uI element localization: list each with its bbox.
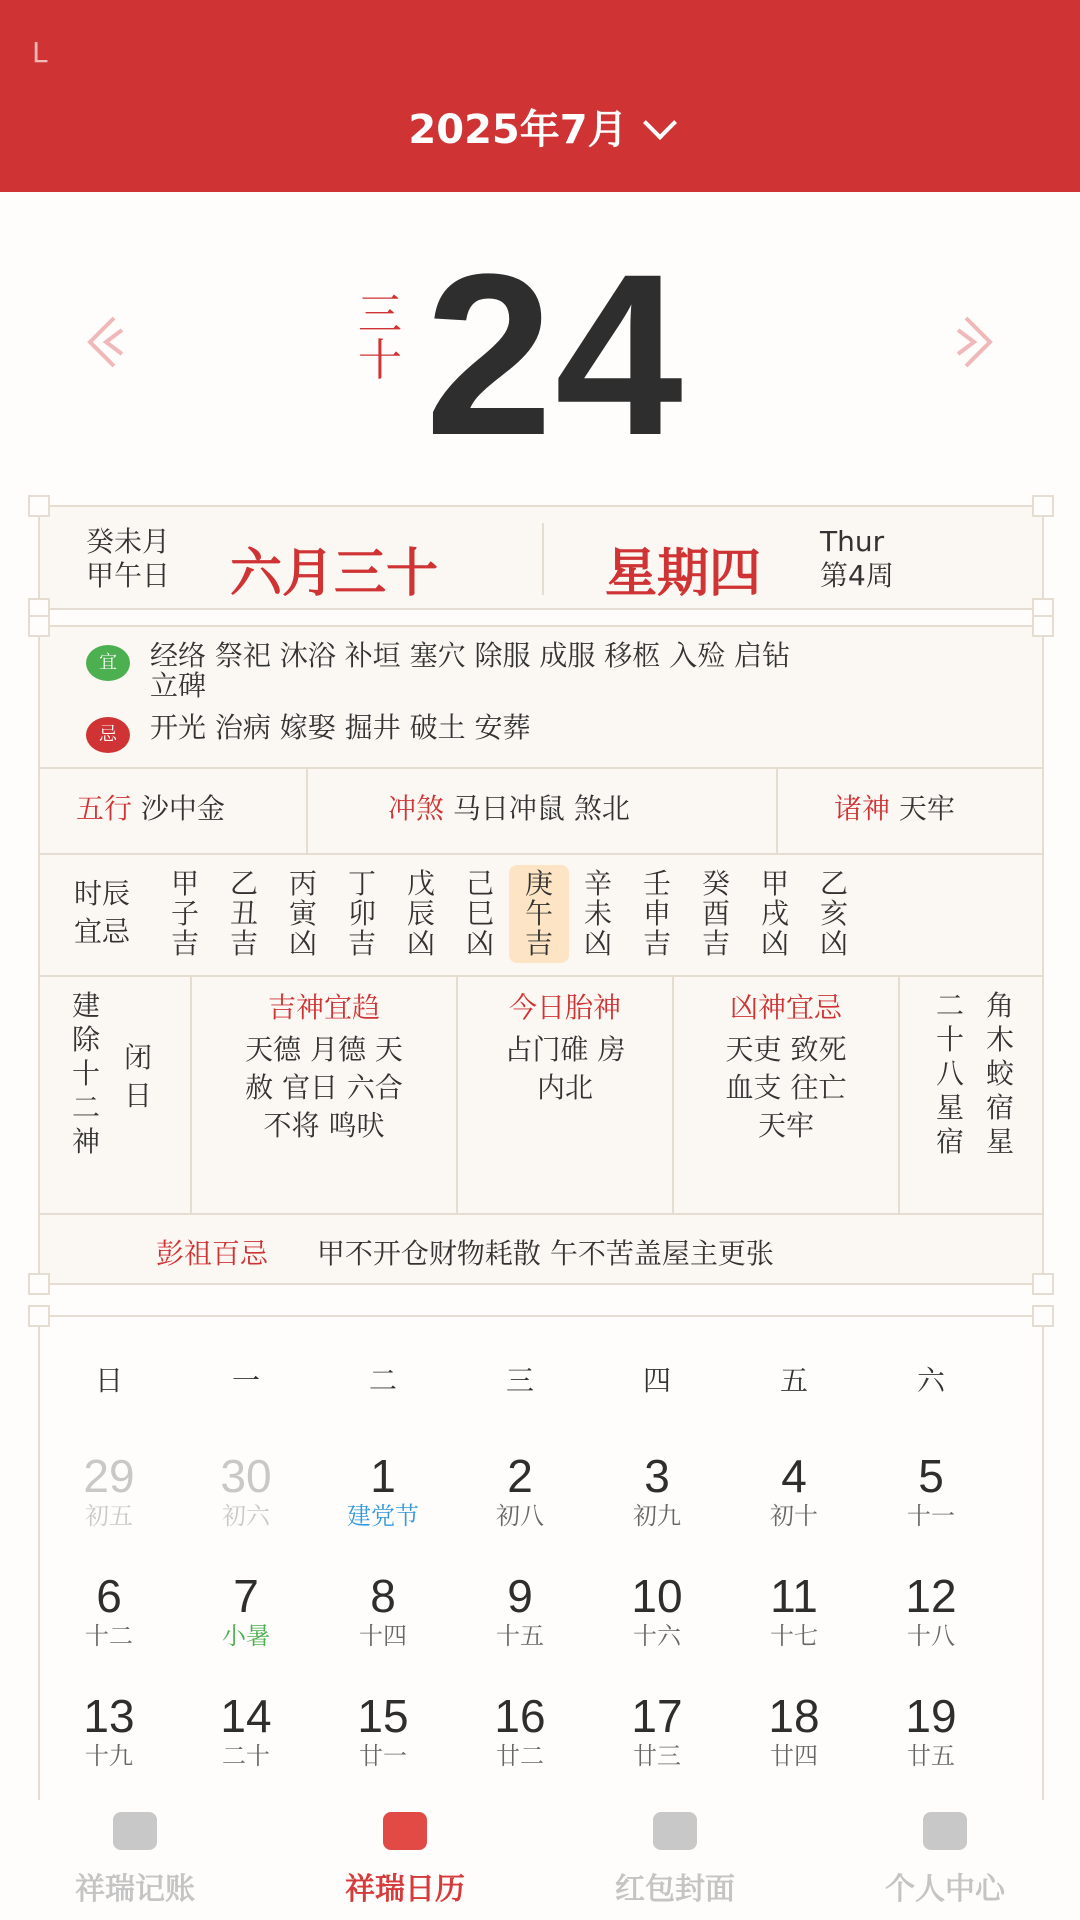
chevron-down-icon [643,106,677,140]
corner-ornament [1032,495,1054,517]
divider [40,767,1042,769]
day-number: 6 [96,1570,122,1622]
day-cell[interactable] [315,1691,451,1771]
day-cell[interactable] [41,1691,177,1771]
date-info-panel [38,505,1044,610]
weekday-header: 六 [916,1364,945,1397]
weekday-header: 日 [94,1364,123,1397]
hour-column [450,865,510,963]
nav-ledger[interactable] [0,1812,270,1908]
nav-label: 祥瑞记账 [75,1872,195,1907]
xiongshen-title: 凶神宜忌 [729,991,842,1024]
lunar-label: 初五 [85,1502,133,1530]
taishen-section [458,989,672,1107]
value-char: 角 [985,989,1014,1022]
day-cell[interactable] [315,1571,451,1651]
day-cell[interactable] [589,1571,725,1651]
ganzhi-month: 癸未月 [86,525,171,558]
lunar-label: 初九 [633,1502,681,1530]
weekday-header: 四 [642,1364,671,1397]
label-char: 十 [935,1023,964,1056]
red-packet-icon [653,1812,697,1850]
lunar-label: 十八 [907,1622,955,1650]
value-char: 宿 [985,1091,1014,1124]
week-info [820,525,894,593]
lunar-label: 初十 [770,1502,818,1530]
value-char: 蛟 [985,1057,1014,1090]
day-cell[interactable] [315,1451,451,1531]
previous-day-arrow-icon[interactable] [76,312,136,372]
ji-row [86,713,996,743]
month-selector[interactable] [0,98,1080,155]
pengzu-row [156,1232,774,1272]
hour-char: 壬 [642,867,671,900]
day-number: 30 [220,1450,272,1502]
day-number: 7 [233,1570,259,1622]
value-char: 木 [985,1023,1014,1056]
lunar-label: 十二 [85,1622,133,1650]
hour-char: 申 [642,897,671,930]
hour-char: 凶 [760,927,789,960]
xiongshen-section [674,989,898,1145]
hour-char: 未 [583,897,612,930]
nav-calendar[interactable] [270,1812,540,1908]
jishen-line: 天德 月德 天 [245,1033,403,1066]
day-cell[interactable] [589,1451,725,1531]
jianchu-value [118,1039,158,1115]
hour-char: 巳 [465,897,494,930]
hour-char: 丑 [229,897,258,930]
day-cell[interactable] [178,1691,314,1771]
hour-char: 辛 [583,867,612,900]
hero-date [0,192,1080,492]
day-number: 10 [631,1570,683,1622]
value-char: 闭 [123,1041,152,1074]
label-char: 二 [935,989,964,1022]
hour-char: 凶 [288,927,317,960]
hour-column [509,865,569,963]
corner-ornament [28,615,50,637]
day-cell[interactable] [452,1571,588,1651]
hours-label-line: 时辰 [74,877,131,910]
hours-label-line: 宜忌 [74,915,131,948]
lunar-label: 廿一 [359,1742,407,1770]
lunar-label: 廿四 [770,1742,818,1770]
label-char: 建 [71,989,100,1022]
hour-column [214,865,274,963]
lunar-label: 二十 [222,1742,270,1770]
label-char: 宿 [935,1125,964,1158]
taishen-line: 占门碓 房 [504,1033,626,1066]
lunar-day-char: 十 [358,335,402,386]
lunar-label: 初八 [496,1502,544,1530]
day-number: 19 [905,1690,957,1742]
hour-char: 午 [524,897,553,930]
corner-ornament [28,1305,50,1327]
hour-char: 戊 [406,867,435,900]
calendar-icon [383,1812,427,1850]
hour-column [745,865,805,963]
weekday-header: 三 [505,1364,534,1397]
hour-char: 吉 [524,927,553,960]
label-char: 八 [935,1057,964,1090]
jishen-title: 吉神宜趋 [267,991,380,1024]
lunar-day-vertical [350,289,410,386]
divider [776,767,778,853]
hour-char: 庚 [524,867,553,900]
hour-column [332,865,392,963]
day-number: 8 [370,1570,396,1622]
taishen-title: 今日胎神 [508,991,621,1024]
label-char: 二 [71,1091,100,1124]
xiongshen-line: 天牢 [757,1109,814,1142]
pengzu-label: 彭祖百忌 [156,1237,269,1270]
bottom-navigation [0,1800,1080,1920]
day-cell[interactable] [863,1691,999,1771]
lunar-label: 十一 [907,1502,955,1530]
day-number: 12 [905,1570,957,1622]
day-number: 11 [770,1570,818,1622]
chongsha-label: 冲煞 [388,792,445,825]
nav-label: 祥瑞日历 [345,1872,465,1907]
day-number: 18 [768,1690,820,1742]
lunar-label: 十九 [85,1742,133,1770]
hour-char: 己 [465,867,494,900]
almanac-panel [38,625,1044,1285]
jishen-section [192,989,456,1145]
day-cell[interactable] [589,1691,725,1771]
ledger-icon [113,1812,157,1850]
day-cell[interactable] [863,1571,999,1651]
lunar-label: 十六 [633,1622,681,1650]
day-number: 14 [220,1690,272,1742]
user-icon [923,1812,967,1850]
day-number: 2 [507,1450,533,1502]
yi-badge: 宜 [86,645,130,681]
day-cell[interactable] [178,1571,314,1651]
hour-char: 癸 [701,867,730,900]
xiongshen-line: 血支 往亡 [725,1071,847,1104]
ji-badge: 忌 [86,717,130,753]
corner-ornament [1032,615,1054,637]
hour-char: 吉 [347,927,376,960]
ganzhi-day: 甲午日 [86,559,171,592]
day-cell[interactable] [452,1691,588,1771]
chongsha-cell [388,787,630,827]
hour-char: 酉 [701,897,730,930]
lunar-label: 廿五 [907,1742,955,1770]
day-number: 5 [918,1450,944,1502]
zhushen-label: 诸神 [834,792,891,825]
day-cell[interactable] [726,1691,862,1771]
taishen-line: 内北 [536,1071,593,1104]
day-number: 17 [631,1690,683,1742]
divider [542,523,544,595]
corner-ornament [28,1273,50,1295]
zhushen-cell [834,787,955,827]
weekday-header: 二 [368,1364,397,1397]
hour-char: 吉 [229,927,258,960]
yi-line: 经络 祭祀 沐浴 补垣 塞穴 除服 成服 移柩 入殓 启钻 [150,639,791,672]
lunar-label: 初六 [222,1502,270,1530]
hours-label [74,875,130,951]
corner-ornament [1032,1273,1054,1295]
pengzu-value: 甲不开仓财物耗散 午不苦盖屋主更张 [316,1237,774,1270]
hour-char: 凶 [465,927,494,960]
hour-char: 戌 [760,897,789,930]
hour-char: 乙 [229,867,258,900]
hour-char: 吉 [701,927,730,960]
yi-row [86,641,996,701]
jishen-line: 赦 官日 六合 [245,1071,403,1104]
status-mark: L [32,36,48,69]
nav-user[interactable] [810,1812,1080,1908]
wuxing-cell [76,787,225,827]
day-number: 16 [494,1690,546,1742]
day-number: 13 [83,1690,135,1742]
value-char: 日 [123,1079,152,1112]
lunar-date: 六月三十 [230,544,439,604]
ji-line: 开光 治病 嫁娶 掘井 破土 安葬 [150,711,531,744]
day-cell[interactable] [41,1571,177,1651]
corner-ornament [1032,1305,1054,1327]
day-cell[interactable] [452,1451,588,1531]
lunar-label: 小暑 [222,1622,270,1650]
lunar-label: 廿二 [496,1742,544,1770]
hour-char: 寅 [288,897,317,930]
xingsu-value [980,989,1020,1159]
day-number: 29 [83,1450,135,1502]
next-day-arrow-icon[interactable] [944,312,1004,372]
day-cell[interactable] [726,1571,862,1651]
day-cell[interactable] [726,1451,862,1531]
lunar-day-char: 三 [358,289,402,340]
lunar-label: 廿三 [633,1742,681,1770]
value-char: 星 [985,1125,1014,1158]
label-char: 十 [71,1057,100,1090]
hour-column [273,865,333,963]
ganzhi-info [86,525,170,593]
lunar-label: 十七 [770,1622,818,1650]
hour-char: 吉 [170,927,199,960]
lunar-label: 十四 [359,1622,407,1650]
weekday-header: 五 [779,1364,808,1397]
wuxing-label: 五行 [76,792,133,825]
day-number: 3 [644,1450,670,1502]
lunar-label: 建党节 [347,1502,419,1530]
xingsu-label [930,989,970,1159]
nav-label: 红包封面 [615,1872,735,1907]
hour-char: 亥 [819,897,848,930]
hour-char: 丙 [288,867,317,900]
corner-ornament [28,495,50,517]
hour-column [804,865,864,963]
divider [306,767,308,853]
day-cell[interactable] [863,1451,999,1531]
day-cell[interactable] [41,1451,177,1531]
divider [40,1213,1042,1215]
zhushen-value: 天牢 [898,792,955,825]
hour-column [155,865,215,963]
hour-char: 甲 [760,867,789,900]
nav-label: 个人中心 [885,1872,1005,1907]
yi-line-cont: 立碑 [150,669,207,702]
label-char: 除 [71,1023,100,1056]
divider [898,975,900,1213]
hour-char: 凶 [406,927,435,960]
hour-char: 卯 [347,897,376,930]
hour-char: 吉 [642,927,671,960]
day-number: 15 [357,1690,409,1742]
weekday-english: Thur [820,525,885,558]
hour-char: 子 [170,897,199,930]
hour-char: 乙 [819,867,848,900]
label-char: 星 [935,1091,964,1124]
hour-column [391,865,451,963]
hour-char: 凶 [583,927,612,960]
big-day-number: 24 [425,226,685,483]
label-char: 神 [71,1125,100,1158]
hour-char: 丁 [347,867,376,900]
jianchu-label [66,989,106,1159]
day-number: 1 [370,1450,396,1502]
nav-red-packet[interactable] [540,1812,810,1908]
chongsha-value: 马日冲鼠 煞北 [452,792,630,825]
hours-row [40,853,1042,975]
day-cell[interactable] [178,1451,314,1531]
wuxing-value: 沙中金 [140,792,225,825]
hour-char: 辰 [406,897,435,930]
jishen-line: 不将 鸣吠 [263,1109,385,1142]
lunar-label: 十五 [496,1622,544,1650]
hour-column [686,865,746,963]
hour-char: 凶 [819,927,848,960]
hour-char: 甲 [170,867,199,900]
month-grid [38,1315,1044,1815]
xiongshen-line: 天吏 致死 [725,1033,847,1066]
hour-column [627,865,687,963]
hour-column [568,865,628,963]
week-number: 第4周 [820,559,894,592]
day-number: 9 [507,1570,533,1622]
weekday-header: 一 [231,1364,260,1397]
top-bar [0,0,1080,192]
month-title: 2025年7月 [408,107,628,153]
weekday: 星期四 [605,544,762,604]
day-number: 4 [781,1450,807,1502]
